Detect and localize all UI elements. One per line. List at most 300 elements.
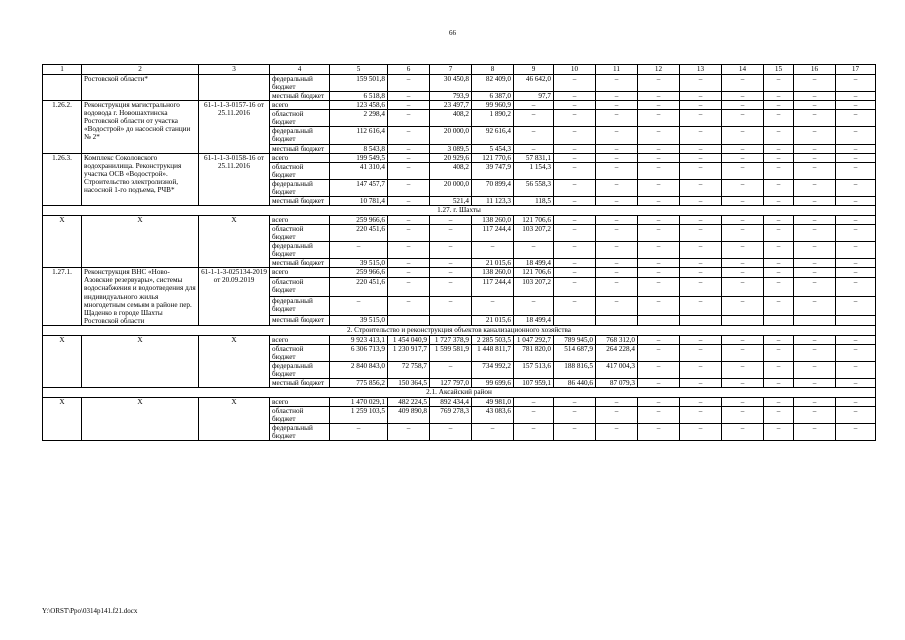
item-number: 1.27.1. [43,268,82,325]
object-name: Х [82,335,199,387]
amount-cell: – [596,278,638,297]
amount-cell: – [514,398,554,407]
amount-cell: – [764,110,794,127]
amount-cell: 159 501,8 [330,75,388,92]
amount-cell: 112 616,4 [330,127,388,144]
amount-cell: 3 089,5 [430,144,472,153]
amount-cell: 11 123,3 [472,196,514,205]
object-name: Ростовской области* [82,75,199,101]
registration-code: 61-1-1-3-0157-16 от 25.11.2016 [199,101,270,153]
amount-cell: – [764,179,794,196]
amount-cell: – [514,110,554,127]
amount-cell: 2 298,4 [330,110,388,127]
amount-cell: 6 387,0 [472,92,514,101]
column-number: 14 [722,65,764,75]
amount-cell: – [554,179,596,196]
amount-cell: – [638,268,680,278]
amount-cell: 514 687,9 [554,344,596,361]
amount-cell: – [430,361,472,378]
amount-cell: 97,7 [514,92,554,101]
amount-cell: – [596,268,638,278]
funding-source: федеральный бюджет [270,297,330,316]
amount-cell: – [388,268,430,278]
amount-cell: – [638,407,680,424]
amount-cell: – [836,361,876,378]
item-number: Х [43,398,82,441]
amount-cell: – [388,75,430,92]
amount-cell: 127 797,0 [430,379,472,388]
amount-cell: – [836,196,876,205]
amount-cell: – [514,242,554,259]
amount-cell: – [794,92,836,101]
amount-cell: 86 440,6 [554,379,596,388]
amount-cell: – [514,101,554,110]
amount-cell: – [836,162,876,179]
funding-source: областной бюджет [270,278,330,297]
amount-cell: – [764,144,794,153]
amount-cell: 117 244,4 [472,225,514,242]
amount-cell: – [638,162,680,179]
amount-cell: – [638,179,680,196]
amount-cell: – [794,407,836,424]
amount-cell: – [722,407,764,424]
section-row [43,325,876,335]
amount-cell [794,315,836,325]
amount-cell: – [388,110,430,127]
amount-cell: 1 727 378,9 [430,335,472,344]
amount-cell: – [388,424,430,441]
amount-cell: – [514,407,554,424]
amount-cell: – [638,297,680,316]
amount-cell: – [554,215,596,224]
amount-cell: 768 312,0 [596,335,638,344]
amount-cell: 1 047 292,7 [514,335,554,344]
funding-source: областной бюджет [270,344,330,361]
amount-cell: – [836,179,876,196]
financing-table [42,64,876,441]
amount-cell: – [430,259,472,268]
amount-cell: – [722,335,764,344]
amount-cell: – [430,242,472,259]
amount-cell: 892 434,4 [430,398,472,407]
section-row [43,205,876,215]
object-name: Х [82,215,199,267]
amount-cell: – [680,179,722,196]
column-number: 2 [82,65,199,75]
amount-cell: – [722,144,764,153]
item-number: Х [43,335,82,387]
amount-cell: 49 981,0 [472,398,514,407]
funding-source: федеральный бюджет [270,75,330,92]
amount-cell: – [430,424,472,441]
amount-cell: – [388,101,430,110]
amount-cell: 408,2 [430,162,472,179]
amount-cell: – [330,424,388,441]
amount-cell: – [388,215,430,224]
amount-cell: 482 224,5 [388,398,430,407]
amount-cell: – [722,162,764,179]
amount-cell: – [638,259,680,268]
amount-cell: – [596,101,638,110]
amount-cell: – [836,144,876,153]
amount-cell: – [330,297,388,316]
column-number: 17 [836,65,876,75]
funding-source: местный бюджет [270,379,330,388]
amount-cell: 138 260,0 [472,268,514,278]
table-row [43,153,876,162]
amount-cell: 521,4 [430,196,472,205]
amount-cell: – [764,335,794,344]
amount-cell: – [794,196,836,205]
amount-cell: – [596,127,638,144]
amount-cell: 147 457,7 [330,179,388,196]
amount-cell: – [836,92,876,101]
amount-cell: – [554,268,596,278]
amount-cell: – [680,344,722,361]
amount-cell: – [680,259,722,268]
amount-cell: – [638,225,680,242]
page-number: 66 [449,29,456,37]
funding-source: областной бюджет [270,225,330,242]
table-row [43,398,876,407]
amount-cell: – [554,101,596,110]
amount-cell: – [722,361,764,378]
amount-cell: – [764,278,794,297]
amount-cell: – [836,344,876,361]
amount-cell: – [794,153,836,162]
amount-cell: – [596,196,638,205]
amount-cell: – [430,278,472,297]
amount-cell: – [430,268,472,278]
column-number: 8 [472,65,514,75]
amount-cell: 70 899,4 [472,179,514,196]
amount-cell: – [680,215,722,224]
column-number: 15 [764,65,794,75]
amount-cell: – [722,179,764,196]
amount-cell: – [764,424,794,441]
section-title: 2.1. Аксайский район [43,388,876,398]
funding-source: федеральный бюджет [270,127,330,144]
amount-cell: – [680,127,722,144]
table-row [43,335,876,344]
amount-cell: – [794,361,836,378]
object-name: Х [82,398,199,441]
amount-cell: 117 244,4 [472,278,514,297]
amount-cell: – [722,110,764,127]
amount-cell: – [836,268,876,278]
amount-cell [638,315,680,325]
amount-cell: – [554,424,596,441]
funding-source: всего [270,268,330,278]
amount-cell: – [330,242,388,259]
amount-cell: – [388,144,430,153]
amount-cell: – [680,242,722,259]
amount-cell: – [680,196,722,205]
funding-source: местный бюджет [270,315,330,325]
amount-cell: 5 454,3 [472,144,514,153]
amount-cell: – [680,379,722,388]
amount-cell: – [794,127,836,144]
amount-cell: 121 706,6 [514,268,554,278]
amount-cell: – [764,196,794,205]
amount-cell: 259 966,6 [330,215,388,224]
amount-cell: – [680,225,722,242]
funding-source: всего [270,153,330,162]
amount-cell: – [638,335,680,344]
amount-cell: 103 207,2 [514,225,554,242]
amount-cell: 1 230 917,7 [388,344,430,361]
amount-cell: 87 079,3 [596,379,638,388]
amount-cell: – [430,215,472,224]
amount-cell: – [554,110,596,127]
amount-cell: – [388,162,430,179]
amount-cell: – [836,379,876,388]
funding-source: всего [270,101,330,110]
amount-cell: – [596,259,638,268]
amount-cell: – [722,297,764,316]
amount-cell: – [388,225,430,242]
amount-cell: – [388,242,430,259]
column-number: 12 [638,65,680,75]
amount-cell: – [836,215,876,224]
amount-cell: – [836,242,876,259]
funding-source: федеральный бюджет [270,361,330,378]
funding-source: федеральный бюджет [270,424,330,441]
amount-cell: – [722,344,764,361]
amount-cell: – [722,278,764,297]
amount-cell: 1 599 581,9 [430,344,472,361]
item-number: 1.26.3. [43,153,82,205]
amount-cell: – [680,101,722,110]
funding-source: федеральный бюджет [270,179,330,196]
amount-cell: – [596,153,638,162]
amount-cell: – [596,75,638,92]
amount-cell: – [764,127,794,144]
amount-cell [722,315,764,325]
amount-cell: – [638,379,680,388]
amount-cell: – [836,153,876,162]
amount-cell: – [596,179,638,196]
amount-cell: 20 929,6 [430,153,472,162]
amount-cell: – [794,259,836,268]
amount-cell: – [638,215,680,224]
amount-cell [680,315,722,325]
amount-cell: – [764,268,794,278]
amount-cell: – [680,75,722,92]
amount-cell: – [836,335,876,344]
column-number: 10 [554,65,596,75]
amount-cell: 1 890,2 [472,110,514,127]
amount-cell: – [388,127,430,144]
amount-cell: – [836,127,876,144]
table-row [43,268,876,278]
amount-cell: – [680,424,722,441]
amount-cell: – [596,398,638,407]
amount-cell: 41 310,4 [330,162,388,179]
amount-cell: – [514,144,554,153]
amount-cell: 18 499,4 [514,259,554,268]
amount-cell: – [680,153,722,162]
amount-cell: 1 448 811,7 [472,344,514,361]
amount-cell: 259 966,6 [330,268,388,278]
amount-cell: – [554,75,596,92]
amount-cell: – [794,75,836,92]
amount-cell: – [554,92,596,101]
amount-cell: 121 706,6 [514,215,554,224]
amount-cell: 1 259 103,5 [330,407,388,424]
amount-cell: – [514,127,554,144]
funding-source: областной бюджет [270,162,330,179]
registration-code: Х [199,215,270,267]
amount-cell: – [638,242,680,259]
column-number: 16 [794,65,836,75]
object-name: Реконструкция ВНС «Ново-Азовские резервуары», системы водоснабжения и водоотведения для индивидуального жилья многодетным семьям в районе пер. Щаденко в городе Шахты Ростовской области [82,268,199,325]
section-title: 1.27. г. Шахты [43,205,876,215]
amount-cell: – [596,92,638,101]
amount-cell: – [794,242,836,259]
amount-cell: – [554,242,596,259]
column-number: 13 [680,65,722,75]
amount-cell: 99 699,6 [472,379,514,388]
amount-cell: – [794,268,836,278]
amount-cell: 8 543,8 [330,144,388,153]
amount-cell: 188 816,5 [554,361,596,378]
amount-cell: – [638,424,680,441]
amount-cell: – [764,259,794,268]
amount-cell: – [638,110,680,127]
column-number: 1 [43,65,82,75]
amount-cell: 103 207,2 [514,278,554,297]
amount-cell: – [596,215,638,224]
column-number: 7 [430,65,472,75]
amount-cell: – [596,225,638,242]
funding-source: всего [270,398,330,407]
amount-cell: – [836,407,876,424]
footer-file-path: Y:\ORST\Ppo\0314p141.f21.docx [42,607,138,615]
amount-cell: 793,9 [430,92,472,101]
amount-cell: – [794,335,836,344]
amount-cell: – [554,153,596,162]
amount-cell: – [680,398,722,407]
amount-cell: – [596,242,638,259]
amount-cell: 121 770,6 [472,153,514,162]
amount-cell: – [764,215,794,224]
column-number: 9 [514,65,554,75]
amount-cell: – [638,92,680,101]
amount-cell: – [554,398,596,407]
amount-cell [430,315,472,325]
amount-cell: – [514,424,554,441]
amount-cell: 57 831,1 [514,153,554,162]
amount-cell: 6 306 713,9 [330,344,388,361]
amount-cell [554,315,596,325]
amount-cell: – [764,153,794,162]
amount-cell: 82 409,0 [472,75,514,92]
amount-cell: – [680,361,722,378]
amount-cell: 99 960,9 [472,101,514,110]
amount-cell [388,315,430,325]
amount-cell: – [638,75,680,92]
amount-cell: 21 015,6 [472,259,514,268]
amount-cell: 789 945,0 [554,335,596,344]
table-row [43,215,876,224]
amount-cell: – [388,278,430,297]
amount-cell: 2 285 503,5 [472,335,514,344]
amount-cell: 92 616,4 [472,127,514,144]
amount-cell: – [836,110,876,127]
amount-cell: – [722,196,764,205]
amount-cell: 417 004,3 [596,361,638,378]
amount-cell: 775 856,2 [330,379,388,388]
table-row [43,75,876,92]
amount-cell: – [638,196,680,205]
amount-cell: – [764,361,794,378]
column-number: 5 [330,65,388,75]
amount-cell: – [388,297,430,316]
amount-cell: – [794,110,836,127]
amount-cell: – [722,101,764,110]
registration-code [199,75,270,101]
amount-cell: – [764,344,794,361]
amount-cell: 10 781,4 [330,196,388,205]
amount-cell: – [764,75,794,92]
column-number: 3 [199,65,270,75]
amount-cell: – [794,344,836,361]
amount-cell: – [794,424,836,441]
amount-cell: – [680,92,722,101]
amount-cell: – [794,297,836,316]
amount-cell: 43 083,6 [472,407,514,424]
amount-cell: – [764,162,794,179]
amount-cell: 264 228,4 [596,344,638,361]
amount-cell: 2 840 843,0 [330,361,388,378]
amount-cell: – [638,127,680,144]
amount-cell: – [596,297,638,316]
amount-cell: 199 549,5 [330,153,388,162]
column-number: 4 [270,65,330,75]
amount-cell: 1 470 029,1 [330,398,388,407]
funding-source: местный бюджет [270,196,330,205]
amount-cell: – [514,297,554,316]
funding-source: местный бюджет [270,259,330,268]
amount-cell: – [836,225,876,242]
amount-cell: 6 518,8 [330,92,388,101]
amount-cell: – [836,398,876,407]
amount-cell: 20 000,0 [430,179,472,196]
amount-cell: – [722,424,764,441]
funding-source: федеральный бюджет [270,242,330,259]
column-number: 11 [596,65,638,75]
amount-cell: – [554,196,596,205]
amount-cell: – [764,92,794,101]
amount-cell: – [388,153,430,162]
amount-cell: – [638,344,680,361]
amount-cell: 118,5 [514,196,554,205]
amount-cell: – [680,144,722,153]
funding-source: местный бюджет [270,144,330,153]
funding-source: областной бюджет [270,110,330,127]
amount-cell: – [430,297,472,316]
amount-cell: – [596,162,638,179]
amount-cell [836,315,876,325]
amount-cell: – [554,407,596,424]
amount-cell: – [472,297,514,316]
amount-cell: – [638,398,680,407]
amount-cell: – [680,268,722,278]
amount-cell: 39 515,0 [330,315,388,325]
amount-cell: – [764,297,794,316]
amount-cell: – [638,361,680,378]
